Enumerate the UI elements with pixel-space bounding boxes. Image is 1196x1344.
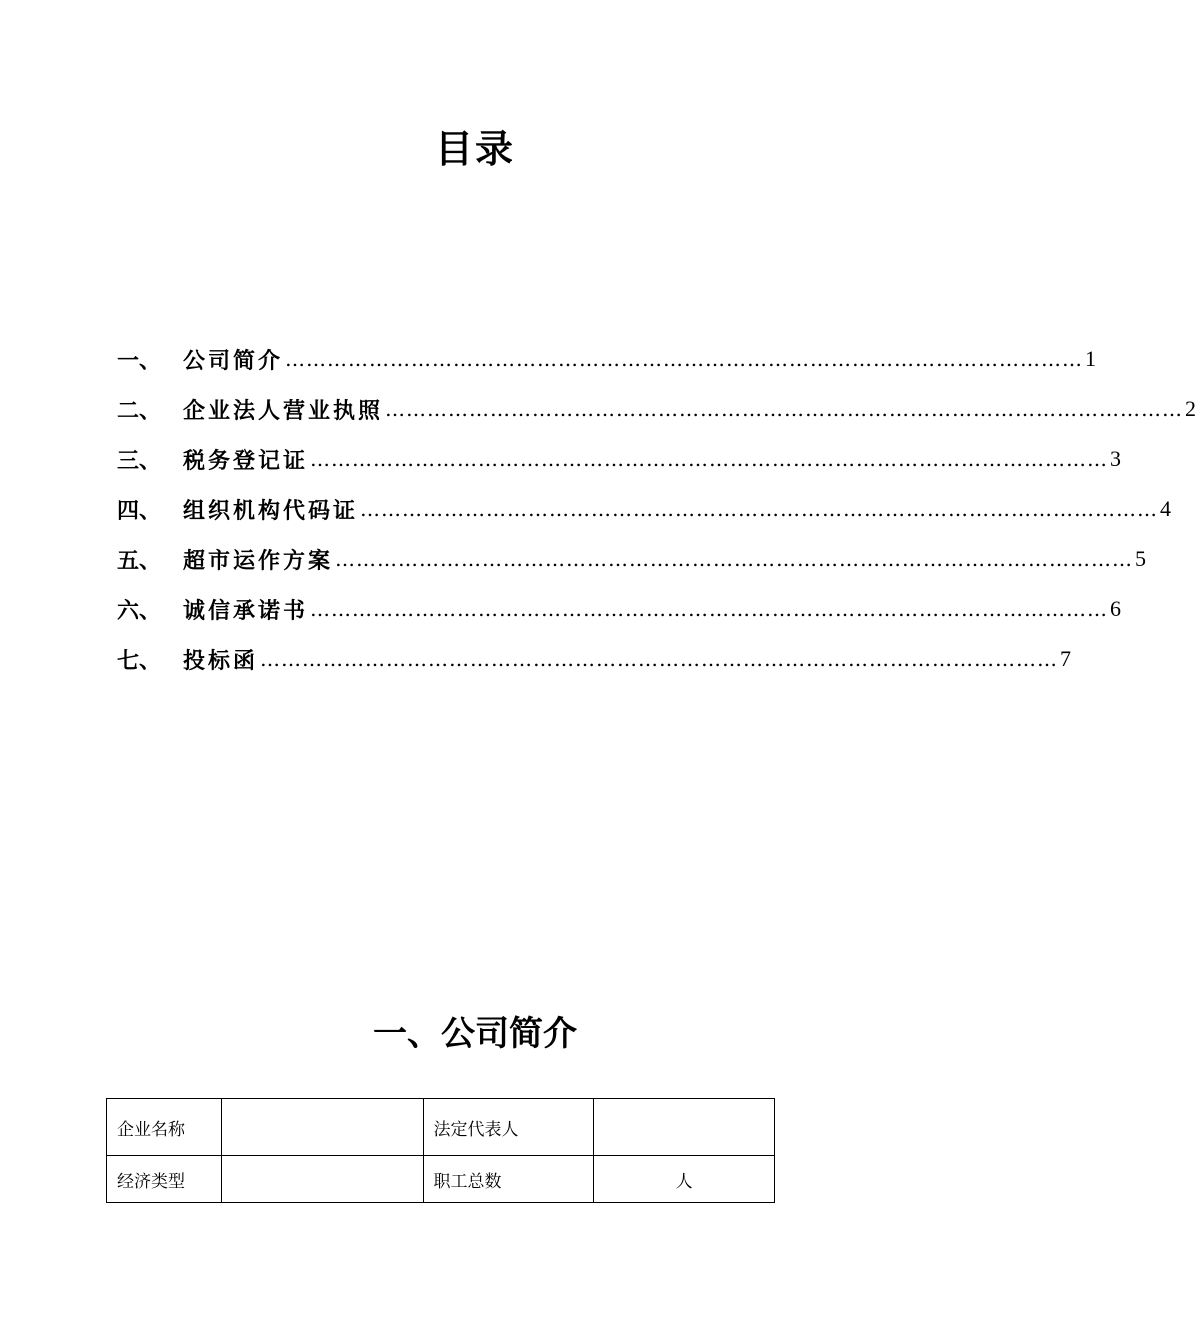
field-value-total-employees[interactable]: 人 <box>594 1156 775 1203</box>
toc-entry-page: 1 <box>1085 346 1097 371</box>
toc-entry-number: 四、 <box>117 497 162 524</box>
toc-leader-dots: …………………………………………………………………………………………………… <box>310 447 1109 471</box>
toc-entry-number: 二、 <box>117 397 162 424</box>
toc-entry-page: 6 <box>1110 596 1122 621</box>
toc-entry-page: 2 <box>1185 396 1196 421</box>
toc-entry-label: 公司简介 <box>183 347 284 374</box>
field-label-total-employees: 职工总数 <box>423 1156 594 1203</box>
toc-entry-label: 超市运作方案 <box>183 547 334 574</box>
field-label-legal-representative: 法定代表人 <box>423 1099 594 1156</box>
toc-entry[interactable] <box>117 384 1196 434</box>
toc-entry-label: 税务登记证 <box>183 447 309 474</box>
table-row <box>107 1099 775 1156</box>
toc-entry[interactable] <box>117 584 1122 634</box>
toc-leader-dots: …………………………………………………………………………………………………… <box>285 347 1084 371</box>
field-value-company-name[interactable] <box>221 1099 423 1156</box>
toc-entry-number: 一、 <box>117 347 162 374</box>
toc-entry-label: 企业法人营业执照 <box>183 397 384 424</box>
field-label-economic-type: 经济类型 <box>107 1156 222 1203</box>
toc-leader-dots: …………………………………………………………………………………………………… <box>260 647 1059 671</box>
toc-title: 目录 <box>434 126 515 171</box>
table-row <box>107 1156 775 1203</box>
toc-entry[interactable] <box>117 434 1122 484</box>
toc-leader-dots: …………………………………………………………………………………………………… <box>360 497 1159 521</box>
toc-entry[interactable] <box>117 484 1172 534</box>
toc-entry-number: 三、 <box>117 447 162 474</box>
toc-entry-page: 5 <box>1135 546 1147 571</box>
toc-entry-page: 3 <box>1110 446 1122 471</box>
toc-entry-number: 六、 <box>117 597 162 624</box>
toc-entry-label: 投标函 <box>183 647 259 674</box>
toc-entry[interactable] <box>117 534 1147 584</box>
field-value-legal-representative[interactable] <box>594 1099 775 1156</box>
toc-entry[interactable] <box>117 634 1072 684</box>
toc-entry-number: 七、 <box>117 647 162 674</box>
toc-entry[interactable] <box>117 334 1097 384</box>
company-info-table <box>106 1098 775 1203</box>
field-label-company-name: 企业名称 <box>107 1099 222 1156</box>
toc-entry-label: 诚信承诺书 <box>183 597 309 624</box>
toc-leader-dots: …………………………………………………………………………………………………… <box>385 397 1184 421</box>
toc-leader-dots: …………………………………………………………………………………………………… <box>310 597 1109 621</box>
field-value-economic-type[interactable] <box>221 1156 423 1203</box>
toc-entry-number: 五、 <box>117 547 162 574</box>
toc-entry-page: 7 <box>1060 646 1072 671</box>
section-title: 一、公司简介 <box>373 1014 577 1054</box>
toc-leader-dots: …………………………………………………………………………………………………… <box>335 547 1134 571</box>
toc-list <box>117 334 1196 684</box>
toc-entry-page: 4 <box>1160 496 1172 521</box>
toc-entry-label: 组织机构代码证 <box>183 497 359 524</box>
